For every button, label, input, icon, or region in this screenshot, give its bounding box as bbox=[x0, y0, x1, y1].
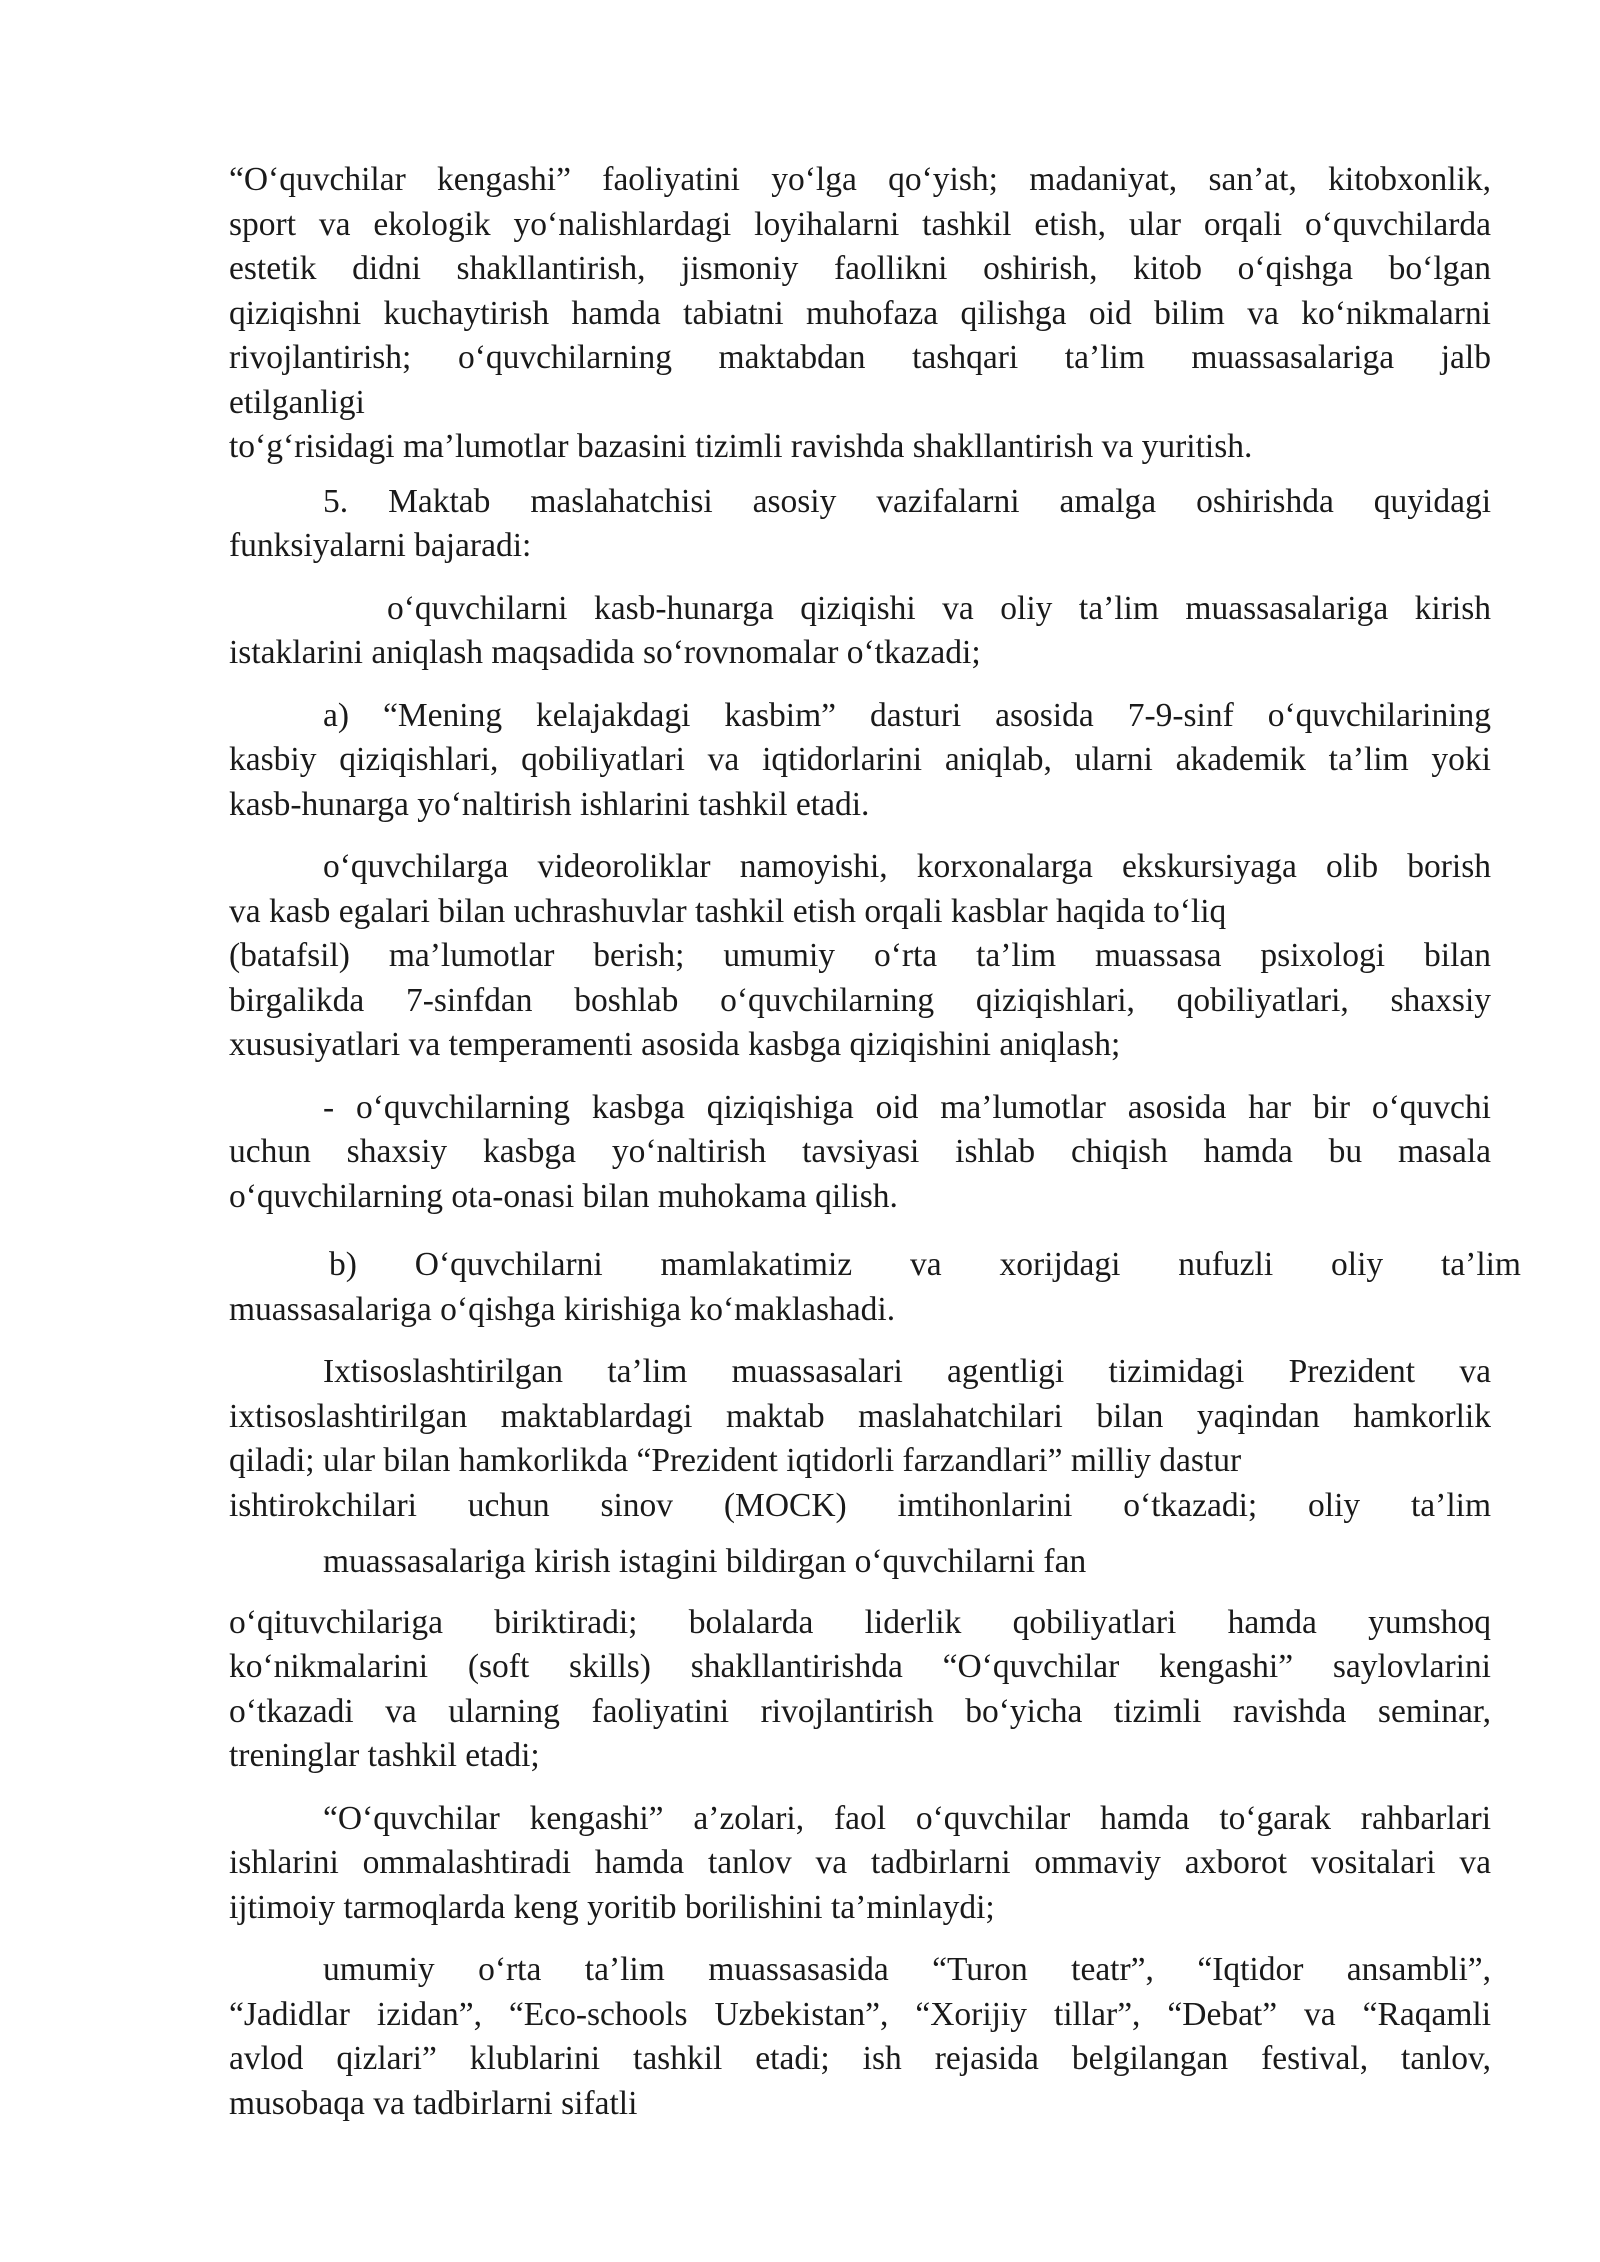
text-line: koʻnikmalarini (soft skills) shakllantirishda “Oʻquvchilar kengashi” saylovlarini bbox=[229, 1648, 1491, 1685]
text-line: estetik didni shakllantirish, jismoniy faollikni oshirish, kitob oʻqishga boʻlgan bbox=[229, 250, 1491, 287]
text-line: uchun shaxsiy kasbga yoʻnaltirish tavsiyasi ishlab chiqish hamda bu masala bbox=[229, 1133, 1491, 1170]
text-line: istaklarini aniqlash maqsadida soʻrovnomalar oʻtkazadi; bbox=[229, 634, 981, 671]
text-line: oʻquvchilarning ota-onasi bilan muhokama qilish. bbox=[229, 1177, 898, 1215]
text-line: a) “Mening kelajakdagi kasbim” dasturi asosida 7-9-sinf oʻquvchilarining bbox=[323, 696, 1491, 734]
paragraph-item-b bbox=[229, 1243, 1521, 1332]
text-line: “Oʻquvchilar kengashi” a’zolari, faol oʻquvchilar hamda toʻgarak rahbarlari bbox=[323, 1799, 1491, 1837]
paragraph-recommendations bbox=[229, 1086, 1491, 1220]
text-line: oʻquvchilarga videoroliklar namoyishi, korxonalarga ekskursiyaga olib borish bbox=[323, 848, 1491, 885]
text-line: (batafsil) ma’lumotlar berish; umumiy oʻrta ta’lim muassasa psixologi bilan bbox=[229, 937, 1491, 974]
paragraph-specialized-schools bbox=[229, 1350, 1491, 1528]
paragraph-surveys bbox=[229, 587, 1491, 676]
text-line: qiziqishni kuchaytirish hamda tabiatni muhofaza qilishga oid bilim va koʻnikmalarni bbox=[229, 294, 1491, 332]
text-line: va kasb egalari bilan uchrashuvlar tashkil etish orqali kasblar haqida toʻliq bbox=[229, 892, 1227, 930]
text-line: 5. Maktab maslahatchisi asosiy vazifalarni amalga oshirishda quyidagi bbox=[323, 482, 1491, 520]
text-line: funksiyalarni bajaradi: bbox=[229, 527, 532, 564]
text-line: ixtisoslashtirilgan maktablardagi maktab maslahatchilari bilan yaqindan hamkorlik bbox=[229, 1397, 1491, 1435]
text-line: treninglar tashkil etadi; bbox=[229, 1737, 540, 1774]
text-line: musobaqa va tadbirlarni sifatli bbox=[229, 2084, 638, 2122]
text-line: kasb-hunarga yoʻnaltirish ishlarini tashkil etadi. bbox=[229, 785, 870, 823]
paragraph-leadership-skills bbox=[229, 1601, 1491, 1779]
text-line: birgalikda 7-sinfdan boshlab oʻquvchilarning qiziqishlari, qobiliyatlari, shaxsiy bbox=[229, 981, 1491, 1019]
text-line: avlod qizlari” klublarini tashkil etadi; ish rejasida belgilangan festival, tanlov, bbox=[229, 2040, 1491, 2077]
text-line: xususiyatlari va temperamenti asosida kasbga qiziqishini aniqlash; bbox=[229, 1026, 1121, 1063]
text-line: etilganligi bbox=[229, 383, 365, 421]
text-line: oʻtkazadi va ularning faoliyatini rivojlantirish boʻyicha tizimli ravishda seminar, bbox=[229, 1692, 1491, 1730]
text-line: ishlarini ommalashtiradi hamda tanlov va tadbirlarni ommaviy axborot vositalari va bbox=[229, 1844, 1491, 1881]
text-line: muassasalariga oʻqishga kirishiga koʻmaklashadi. bbox=[229, 1290, 896, 1328]
text-line: b) Oʻquvchilarni mamlakatimiz va xorijdagi nufuzli oliy ta’lim bbox=[329, 1246, 1521, 1283]
text-line: muassasalariga kirish istagini bildirgan oʻquvchilarni fan bbox=[323, 1543, 1087, 1580]
text-line: - oʻquvchilarning kasbga qiziqishiga oid ma’lumotlar asosida har bir oʻquvchi bbox=[323, 1088, 1491, 1126]
paragraph-council-activities bbox=[229, 158, 1491, 470]
document-page bbox=[229, 158, 1521, 2126]
text-line: rivojlantirish; oʻquvchilarning maktabdan tashqari ta’lim muassasalariga jalb bbox=[229, 339, 1491, 376]
text-line: Ixtisoslashtirilgan ta’lim muassasalari agentligi tizimidagi Prezident va bbox=[323, 1353, 1491, 1390]
paragraph-council-members bbox=[229, 1797, 1491, 1931]
text-line: “Jadidlar izidan”, “Eco-schools Uzbekistan”, “Xorijiy tillar”, “Debat” va “Raqamli bbox=[229, 1995, 1491, 2033]
text-line: ishtirokchilari uchun sinov (MOCK) imtihonlarini oʻtkazadi; oliy ta’lim bbox=[229, 1486, 1491, 1524]
text-line: oʻqituvchilariga biriktiradi; bolalarda liderlik qobiliyatlari hamda yumshoq bbox=[229, 1603, 1491, 1641]
text-line: qiladi; ular bilan hamkorlikda “Prezident iqtidorli farzandlari” milliy dastur bbox=[229, 1442, 1242, 1479]
text-line: umumiy oʻrta ta’lim muassasasida “Turon teatr”, “Iqtidor ansambli”, bbox=[323, 1951, 1491, 1988]
text-line: “Oʻquvchilar kengashi” faoliyatini yoʻlga qoʻyish; madaniyat, san’at, kitobxonlik, bbox=[229, 161, 1491, 198]
paragraph-item-a bbox=[229, 694, 1491, 828]
text-line: kasbiy qiziqishlari, qobiliyatlari va iqtidorlarini aniqlab, ularni akademik ta’lim yoki bbox=[229, 741, 1491, 778]
paragraph-clubs bbox=[229, 1948, 1491, 2126]
paragraph-item-5-functions bbox=[229, 480, 1491, 569]
text-line: ijtimoiy tarmoqlarda keng yoritib borilishini ta’minlaydi; bbox=[229, 1888, 995, 1926]
paragraph-videos-excursions bbox=[229, 845, 1491, 1068]
paragraph-university-applicants bbox=[229, 1540, 1491, 1585]
text-line: toʻgʻrisidagi ma’lumotlar bazasini tizimli ravishda shakllantirish va yuritish. bbox=[229, 428, 1253, 465]
text-line: oʻquvchilarni kasb-hunarga qiziqishi va oliy ta’lim muassasalariga kirish bbox=[387, 589, 1491, 627]
text-line: sport va ekologik yoʻnalishlardagi loyihalarni tashkil etish, ular orqali oʻquvchilarda bbox=[229, 205, 1491, 243]
